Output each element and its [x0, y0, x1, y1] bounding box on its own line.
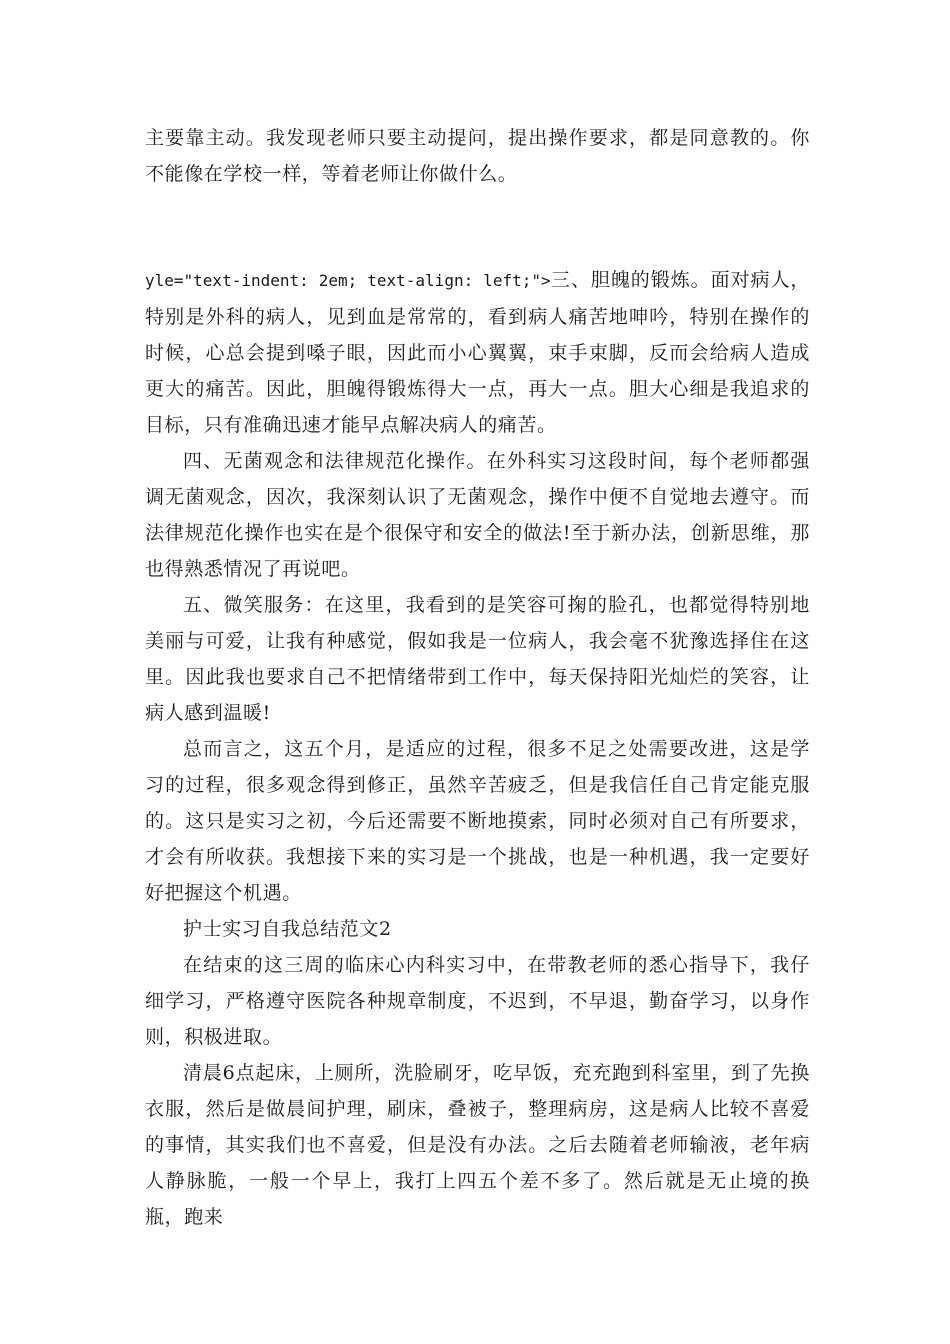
section-heading: 护士实习自我总结范文2 — [183, 918, 392, 940]
paragraph-smile-service: 五、微笑服务：在这里，我看到的是笑容可掬的脸孔，也都觉得特别地美丽与可爱，让我有种感觉，假如我是一位病人，我会毫不犹豫选择住在这里。因此我也要求自己不把情绪带到工作中，每天保持阳光灿烂的笑容，让病人感到温暖! — [145, 594, 810, 724]
paragraph-daily-routine: 清晨6点起床，上厕所，洗脸刷牙，吃早饭，充充跑到科室里，到了先换衣服，然后是做晨间护理，刷床，叠被子，整理病房，这是病人比较不喜爱的事情，其实我们也不喜爱，但是没有办法。之后去随着老师输液，老年病人静脉脆，一般一个早上，我打上四五个差不多了。然后就是无止境的换瓶，跑来 — [145, 1062, 810, 1228]
paragraph-summary: 总而言之，这五个月，是适应的过程，很多不足之处需要改进，这是学习的过程，很多观念得到修正，虽然辛苦疲乏，但是我信任自己肯定能克服的。这只是实习之初，今后还需要不断地摸索，同时必须对自己有所要求，才会有所收获。我想接下来的实习是一个挑战，也是一种机遇，我一定要好好把握这个机遇。 — [145, 738, 810, 904]
intro-paragraph: 主要靠主动。我发现老师只要主动提问，提出操作要求，都是同意教的。你不能像在学校一样，等着老师让你做什么。 — [145, 127, 810, 185]
paragraph-courage — [145, 262, 810, 443]
raw-markup-fragment: yle="text-indent: 2em; text-align: left;"> — [145, 271, 551, 290]
main-section — [145, 262, 810, 1235]
paragraph-cardiology-intro: 在结束的这三周的临床心内科实习中，在带教老师的悉心指导下，我仔细学习，严格遵守医院各种规章制度，不迟到，不早退，勤奋学习，以身作则，积极进取。 — [145, 954, 810, 1048]
paragraph-courage-text: 三、胆魄的锻炼。面对病人，特别是外科的病人，见到血是常常的，看到病人痛苦地呻吟，特别在操作的时候，心总会提到嗓子眼，因此而小心翼翼，束手束脚，反而会给病人造成更大的痛苦。因此，胆魄得锻炼得大一点，再大一点。胆大心细是我追求的目标，只有准确迅速才能早点解决病人的痛苦。 — [145, 269, 810, 436]
paragraph-aseptic: 四、无菌观念和法律规范化操作。在外科实习这段时间，每个老师都强调无菌观念，因次，我深刻认识了无菌观念，操作中便不自觉地去遵守。而法律规范化操作也实在是个很保守和安全的做法!至于新办法，创新思维，那也得熟悉情况了再说吧。 — [145, 450, 810, 580]
intro-section — [145, 120, 810, 192]
